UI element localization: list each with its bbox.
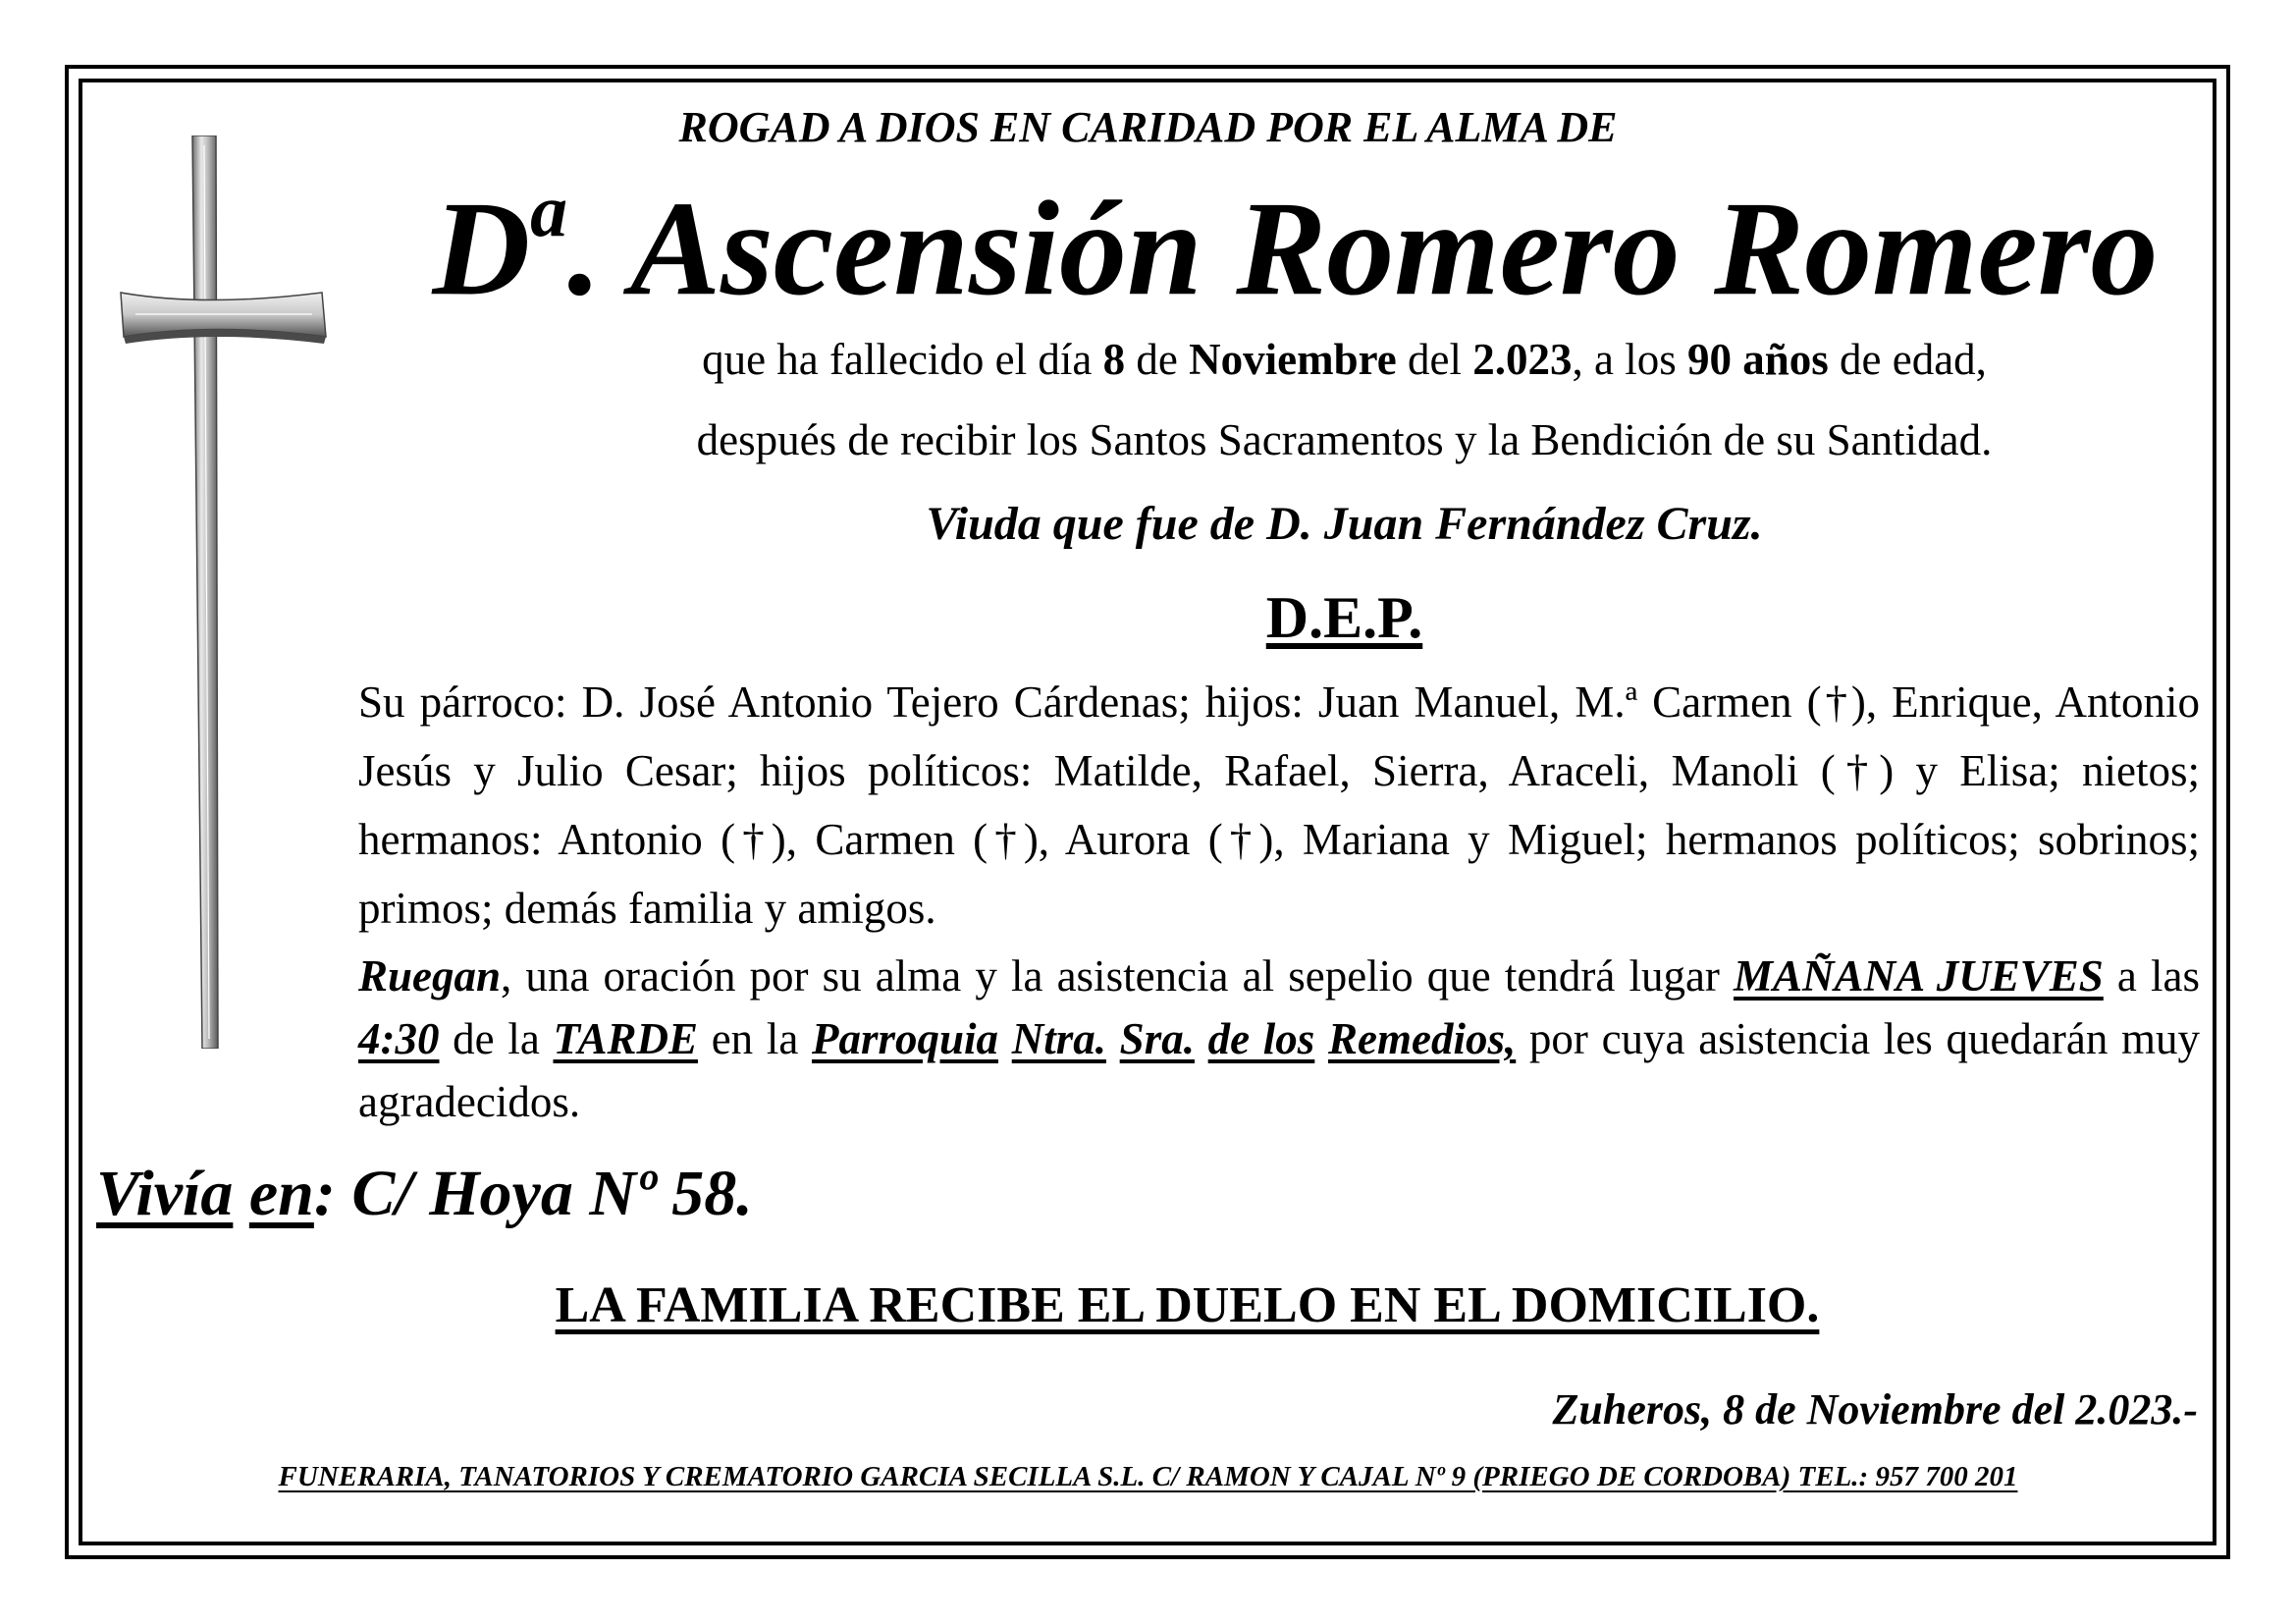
ruegan-text-5: por cuya asistencia les quedarán muy agradecidos.	[358, 1014, 2201, 1126]
burial-day: MAÑANA JUEVES	[1734, 951, 2104, 1001]
burial-place-1: Parroquia	[811, 1014, 999, 1063]
ruegan-text-2: a las	[2103, 951, 2200, 1001]
place-date: Zuheros, 8 de Noviembre del 2.023.-	[1552, 1385, 2198, 1434]
ruegan-paragraph	[358, 945, 2200, 1133]
residence-line	[96, 1157, 753, 1231]
ruegan-lead: Ruegan	[358, 951, 502, 1001]
death-text-2: de	[1125, 335, 1190, 384]
burial-place-3: Sra.	[1119, 1014, 1195, 1063]
widow-line: Viuda que fue de D. Juan Fernández Cruz.	[926, 498, 1763, 550]
dep-heading: D.E.P.	[1265, 585, 1423, 650]
death-text-5: de edad,	[1828, 335, 1987, 384]
residence-word-2: en	[248, 1158, 314, 1229]
ruegan-text-4: en la	[698, 1014, 812, 1063]
death-text-4: , a los	[1572, 335, 1687, 384]
header-text: ROGAD A DIOS EN CARIDAD POR EL ALMA DE	[678, 103, 1618, 151]
death-month: Noviembre	[1189, 335, 1397, 384]
title-superscript: a	[530, 170, 568, 252]
funeral-home-footer: FUNERARIA, TANATORIOS Y CREMATORIO GARCIA SECILLA S.L. C/ RAMON Y CAJAL Nº 9 (PRIEGO DE CORDOBA) TEL.: 957 700 201	[278, 1461, 2018, 1492]
death-year: 2.023	[1472, 335, 1573, 384]
residence-word-1: Vivía	[96, 1158, 234, 1229]
duelo-line: LA FAMILIA RECIBE EL DUELO EN EL DOMICILIO.	[555, 1277, 1820, 1333]
burial-time: 4:30	[358, 1014, 440, 1063]
family-paragraph: Su párroco: D. José Antonio Tejero Cárdenas; hijos: Juan Manuel, M.ª Carmen (†), Enrique, Antonio Jesús y Julio Cesar; hijos políticos: Matilde, Rafael, Sierra, Araceli, Manoli (†) y Elisa; nietos; hermanos: Antonio (†), Carmen (†), Aurora (†), Mariana y Miguel; hermanos políticos; sobrinos; primos; demás familia y amigos.	[358, 677, 2200, 933]
death-line	[393, 334, 2296, 385]
burial-place-4: de los	[1207, 1014, 1315, 1063]
death-day: 8	[1102, 335, 1126, 384]
burial-period: TARDE	[553, 1014, 699, 1063]
burial-place-5: Remedios,	[1328, 1014, 1517, 1063]
death-text-1: que ha fallecido el día	[702, 335, 1103, 384]
ruegan-text-3: de la	[439, 1014, 554, 1063]
deceased-name	[294, 170, 2296, 324]
name-text: . Ascensión Romero Romero	[567, 173, 2159, 324]
residence-address: : C/ Hoya Nº 58.	[313, 1158, 753, 1229]
burial-place-2: Ntra.	[1011, 1014, 1106, 1063]
ruegan-text-1: , una oración por su alma y la asistencia al sepelio que tendrá lugar	[501, 951, 1735, 1001]
death-text-3: del	[1396, 335, 1473, 384]
death-age: 90 años	[1686, 335, 1829, 384]
sacraments-line: después de recibir los Santos Sacramentos y la Bendición de su Santidad.	[696, 415, 1993, 464]
title-prefix: D	[432, 173, 531, 324]
